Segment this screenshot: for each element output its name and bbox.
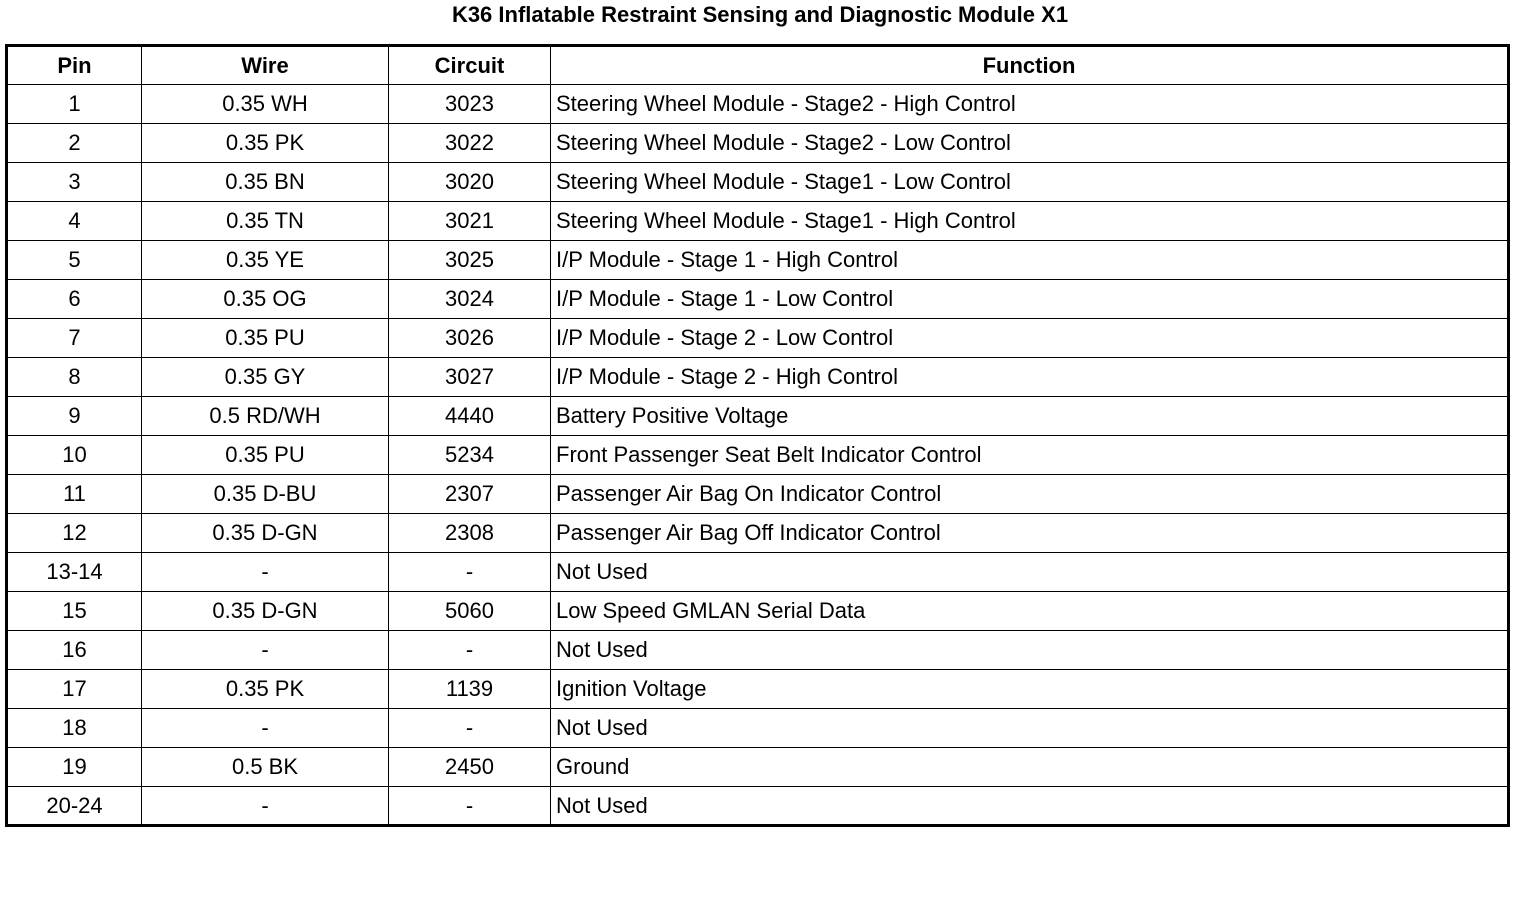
pin-cell: 10 [7,436,142,475]
pin-cell: 7 [7,319,142,358]
function-cell: I/P Module - Stage 1 - High Control [551,241,1509,280]
pin-cell: 8 [7,358,142,397]
table-row [7,748,1509,787]
wire-cell: 0.35 PU [142,436,389,475]
wire-cell: - [142,631,389,670]
circuit-cell: 5234 [389,436,551,475]
circuit-cell: 1139 [389,670,551,709]
wire-cell: 0.35 WH [142,85,389,124]
function-cell: Not Used [551,631,1509,670]
pin-cell: 11 [7,475,142,514]
pin-cell: 1 [7,85,142,124]
pin-cell: 15 [7,592,142,631]
table-row [7,475,1509,514]
table-row [7,280,1509,319]
circuit-cell: 4440 [389,397,551,436]
circuit-cell: 2308 [389,514,551,553]
circuit-cell: 3026 [389,319,551,358]
circuit-cell: 3023 [389,85,551,124]
table-header-row [7,46,1509,85]
column-header-function: Function [551,46,1509,85]
table-row [7,436,1509,475]
table-row [7,124,1509,163]
function-cell: Steering Wheel Module - Stage1 - Low Control [551,163,1509,202]
function-cell: Low Speed GMLAN Serial Data [551,592,1509,631]
wire-cell: 0.5 RD/WH [142,397,389,436]
pin-cell: 19 [7,748,142,787]
circuit-cell: 5060 [389,592,551,631]
function-cell: Passenger Air Bag Off Indicator Control [551,514,1509,553]
table-row [7,787,1509,826]
wire-cell: 0.35 PK [142,124,389,163]
wire-cell: 0.35 OG [142,280,389,319]
pin-cell: 16 [7,631,142,670]
wire-cell: 0.35 BN [142,163,389,202]
function-cell: Steering Wheel Module - Stage2 - High Control [551,85,1509,124]
function-cell: Steering Wheel Module - Stage1 - High Control [551,202,1509,241]
function-cell: Not Used [551,709,1509,748]
column-header-pin: Pin [7,46,142,85]
table-row [7,514,1509,553]
circuit-cell: - [389,787,551,826]
pin-cell: 6 [7,280,142,319]
wire-cell: 0.5 BK [142,748,389,787]
table-row [7,592,1509,631]
circuit-cell: 3024 [389,280,551,319]
function-cell: Ignition Voltage [551,670,1509,709]
table-row [7,631,1509,670]
circuit-cell: 3027 [389,358,551,397]
function-cell: Not Used [551,553,1509,592]
table-row [7,163,1509,202]
circuit-cell: 3021 [389,202,551,241]
column-header-circuit: Circuit [389,46,551,85]
function-cell: I/P Module - Stage 2 - Low Control [551,319,1509,358]
wire-cell: - [142,787,389,826]
function-cell: Ground [551,748,1509,787]
function-cell: Not Used [551,787,1509,826]
pin-cell: 4 [7,202,142,241]
table-body [7,85,1509,826]
function-cell: I/P Module - Stage 2 - High Control [551,358,1509,397]
wire-cell: 0.35 D-BU [142,475,389,514]
connector-pinout-table [5,44,1510,827]
pin-cell: 13-14 [7,553,142,592]
wire-cell: 0.35 YE [142,241,389,280]
circuit-cell: 3020 [389,163,551,202]
table-row [7,319,1509,358]
table-row [7,553,1509,592]
wire-cell: 0.35 GY [142,358,389,397]
function-cell: I/P Module - Stage 1 - Low Control [551,280,1509,319]
table-row [7,202,1509,241]
circuit-cell: 3025 [389,241,551,280]
wire-cell: 0.35 PK [142,670,389,709]
pin-cell: 18 [7,709,142,748]
table-row [7,85,1509,124]
circuit-cell: 2450 [389,748,551,787]
pin-cell: 2 [7,124,142,163]
pin-cell: 5 [7,241,142,280]
table-row [7,397,1509,436]
circuit-cell: 3022 [389,124,551,163]
circuit-cell: - [389,553,551,592]
pin-cell: 9 [7,397,142,436]
function-cell: Steering Wheel Module - Stage2 - Low Control [551,124,1509,163]
function-cell: Passenger Air Bag On Indicator Control [551,475,1509,514]
wire-cell: 0.35 TN [142,202,389,241]
pin-cell: 12 [7,514,142,553]
circuit-cell: - [389,631,551,670]
function-cell: Front Passenger Seat Belt Indicator Control [551,436,1509,475]
wire-cell: 0.35 PU [142,319,389,358]
circuit-cell: - [389,709,551,748]
wire-cell: 0.35 D-GN [142,514,389,553]
page-title: K36 Inflatable Restraint Sensing and Diagnostic Module X1 [451,2,1069,27]
table-row [7,709,1509,748]
pin-cell: 3 [7,163,142,202]
function-cell: Battery Positive Voltage [551,397,1509,436]
table-row [7,670,1509,709]
table-row [7,241,1509,280]
pin-cell: 20-24 [7,787,142,826]
wire-cell: 0.35 D-GN [142,592,389,631]
wire-cell: - [142,709,389,748]
pin-cell: 17 [7,670,142,709]
column-header-wire: Wire [142,46,389,85]
wire-cell: - [142,553,389,592]
circuit-cell: 2307 [389,475,551,514]
table-row [7,358,1509,397]
